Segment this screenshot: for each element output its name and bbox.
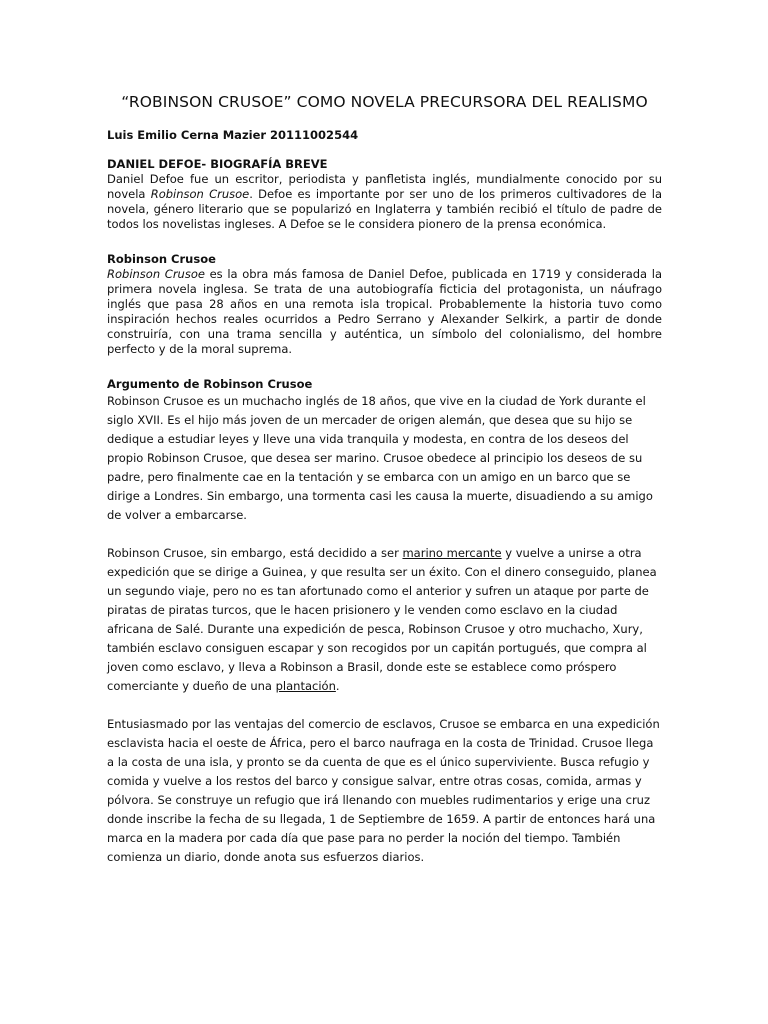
author-line: Luis Emilio Cerna Mazier 20111002544 — [107, 128, 359, 142]
document-page — [107, 0, 662, 867]
text-run: Daniel Defoe fue un escritor, periodista y panfletista inglés, mundialmente conocido por su novela — [107, 172, 662, 201]
paragraph — [107, 544, 662, 696]
section-heading: Argumento de Robinson Crusoe — [107, 377, 313, 391]
link-plantacion[interactable]: plantación — [275, 679, 336, 693]
paragraph — [107, 172, 662, 232]
text-run: es la obra más famosa de Daniel Defoe, publicada en 1719 y considerada la primera novela inglesa. Se trata de una autobiografía ficticia del protagonista, un náufrago inglés que pasa 28 años en una remota isla tropical. Probablemente la historia tuvo como inspiración hechos reales ocurridos a Pedro Serrano y Alexander Selkirk, a partir de donde construiría, con una trama sencilla y auténtica, un símbolo del colonialismo, del hombre perfecto y de la moral suprema. — [107, 267, 662, 356]
section-heading: Robinson Crusoe — [107, 252, 216, 266]
document-title: “ROBINSON CRUSOE” COMO NOVELA PRECURSORA DEL REALISMO — [121, 93, 648, 111]
paragraph: Robinson Crusoe es un muchacho inglés de 18 años, que vive en la ciudad de York durante el siglo XVII. Es el hijo más joven de un mercader de origen alemán, que desea que su hijo se dedique a estudiar leyes y lleve una vida tranquila y modesta, en contra de los deseos del propio Robinson Crusoe, que desea ser marino. Crusoe obedece al principio los deseos de su padre, pero finalmente cae en la tentación y se embarca con un amigo en un barco que se dirige a Londres. Sin embargo, una tormenta casi les causa la muerte, disuadiendo a su amigo de volver a embarcarse. — [107, 394, 653, 522]
italic-title: Robinson Crusoe — [107, 267, 205, 281]
section-novel — [107, 252, 662, 357]
section-heading: DANIEL DEFOE- BIOGRAFÍA BREVE — [107, 157, 328, 171]
section-plot — [107, 377, 662, 867]
text-run: . — [335, 679, 340, 693]
italic-title: Robinson Crusoe — [150, 187, 250, 201]
paragraph — [107, 267, 662, 357]
text-run: . Defoe es importante por ser uno de los primeros cultivadores de la novela, género literario que se popularizó en Inglaterra y también recibió el título de padre de todos los novelistas ingleses. A Defoe se le considera pionero de la prensa económica. — [107, 187, 663, 231]
section-biography — [107, 157, 662, 232]
link-marino-mercante[interactable]: marino mercante — [402, 546, 502, 560]
text-run: y vuelve a unirse a otra expedición que se dirige a Guinea, y que resulta ser un éxito. Con el dinero conseguido, planea un segundo viaje, pero no es tan afortunado como el anterior y sufren un ataque por parte de piratas de piratas turcos, que le hacen prisionero y le venden como esclavo en la ciudad africana de Salé. Durante una expedición de pesca, Robinson Crusoe y otro muchacho, Xury, también esclavo consiguen escapar y son recogidos por un capitán portugués, que compra al joven como esclavo, y lleva a Robinson a Brasil, donde este se establece como próspero comerciante y dueño de una — [107, 546, 657, 693]
paragraph: Entusiasmado por las ventajas del comercio de esclavos, Crusoe se embarca en una expedición esclavista hacia el oeste de África, pero el barco naufraga en la costa de Trinidad. Crusoe llega a la costa de una isla, y pronto se da cuenta de que es el único superviviente. Busca refugio y comida y vuelve a los restos del barco y consigue salvar, entre otras cosas, comida, armas y pólvora. Se construye un refugio que irá llenando con muebles rudimentarios y erige una cruz donde inscribe la fecha de su llegada, 1 de Septiembre de 1659. A partir de entonces hará una marca en la madera por cada día que pase para no perder la noción del tiempo. También comienza un diario, donde anota sus esfuerzos diarios. — [107, 717, 660, 864]
text-run: Robinson Crusoe, sin embargo, está decidido a ser — [107, 546, 403, 560]
